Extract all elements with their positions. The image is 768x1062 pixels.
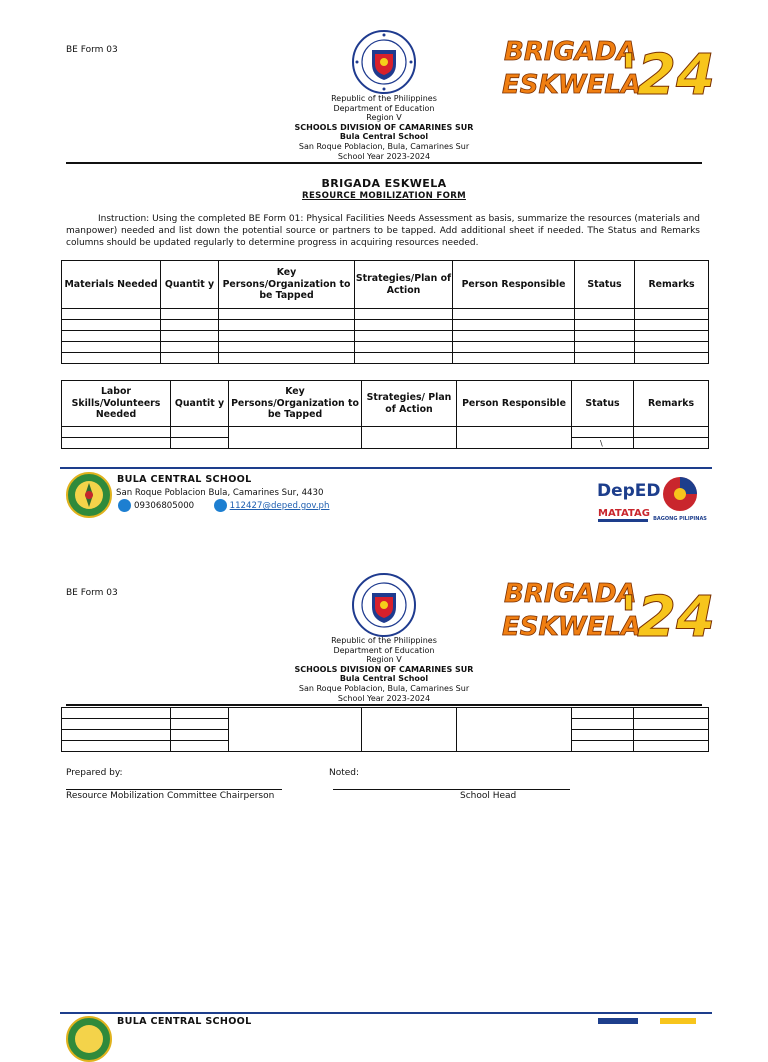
header-line2: Department of Education [333, 103, 435, 113]
stray-mark: \ [572, 438, 634, 449]
footer-contact [118, 499, 329, 512]
school-seal-icon [66, 472, 112, 518]
deped-seal-icon [352, 30, 416, 94]
footer-email[interactable]: 112427@deped.gov.ph [229, 501, 330, 511]
header-rule [66, 704, 702, 706]
header-address: San Roque Poblacion, Bula, Camarines Sur [298, 141, 470, 151]
header-line2: Department of Education [333, 645, 435, 655]
col-remarks: Remarks [635, 261, 709, 309]
col-strategies: Strategies/ Plan of Action [362, 381, 457, 427]
footer-school-name: BULA CENTRAL SCHOOL [117, 474, 252, 485]
header-line3: Region V [366, 655, 402, 665]
footer-rule [60, 1012, 712, 1014]
noter-signature-line [333, 789, 570, 790]
header-line1: Republic of the Philippines [331, 94, 437, 103]
bagong-logo-fragment [660, 1018, 696, 1024]
footer-school-name: BULA CENTRAL SCHOOL [117, 1016, 252, 1027]
col-person-responsible: Person Responsible [457, 381, 572, 427]
footer-address: San Roque Poblacion Bula, Camarines Sur, 4430 [116, 488, 324, 498]
labor-table [61, 380, 709, 449]
brigada-logo-word1: BRIGADA [504, 579, 637, 609]
matatag-logo-text: MATATAG [598, 508, 650, 519]
brigada-logo-word2: ESKWELA [502, 612, 642, 642]
header-school: Bula Central School [339, 674, 429, 684]
col-status: Status [572, 381, 634, 427]
header-rule [66, 162, 702, 164]
header-line1: Republic of the Philippines [331, 636, 437, 645]
col-key-persons: Key Persons/Organization to be Tapped [229, 381, 362, 427]
table-row[interactable] [62, 320, 709, 331]
col-remarks: Remarks [634, 381, 709, 427]
header-school-year: School Year 2023-2024 [337, 693, 431, 703]
deped-matatag-logo [596, 472, 661, 524]
brigada-eskwela-logo [500, 572, 716, 650]
header-address: San Roque Poblacion, Bula, Camarines Sur [298, 683, 470, 693]
header-school-year: School Year 2023-2024 [337, 151, 431, 161]
col-quantity: Quantit y [171, 381, 229, 427]
col-status: Status [575, 261, 635, 309]
table-row[interactable] [62, 708, 709, 719]
table-row[interactable] [62, 353, 709, 364]
table-row[interactable] [62, 309, 709, 320]
deped-logo-text: DepED [597, 481, 661, 501]
noter-role: School Head [460, 791, 517, 801]
bagong-logo-text: BAGONG PILIPINAS [653, 516, 707, 522]
brigada-eskwela-logo [500, 30, 716, 108]
materials-header-row [62, 261, 709, 309]
form-code-page2: BE Form 03 [66, 588, 118, 598]
header-line3: Region V [366, 113, 402, 123]
form-subtitle: RESOURCE MOBILIZATION FORM [302, 191, 466, 201]
phone-icon [118, 499, 131, 512]
header-division: SCHOOLS DIVISION OF CAMARINES SUR [294, 664, 474, 674]
brigada-logo-word2: ESKWELA [502, 70, 642, 100]
preparer-role: Resource Mobilization Committee Chairperson [66, 791, 275, 801]
brigada-logo-year: '24 [620, 585, 716, 650]
school-header [0, 94, 768, 161]
labor-table-continued [61, 707, 709, 752]
header-division: SCHOOLS DIVISION OF CAMARINES SUR [294, 122, 474, 132]
noted-label: Noted: [329, 768, 360, 778]
labor-header-row [62, 381, 709, 427]
materials-table [61, 260, 709, 364]
table-row[interactable] [62, 331, 709, 342]
preparer-signature-line [66, 789, 282, 790]
school-header-page2 [0, 636, 768, 703]
col-quantity: Quantit y [161, 261, 219, 309]
email-icon [214, 499, 227, 512]
deped-logo-fragment [598, 1018, 638, 1024]
school-seal-icon [66, 1016, 112, 1062]
footer-phone: 09306805000 [134, 501, 195, 511]
instruction-text: Instruction: Using the completed BE Form 01: Physical Facilities Needs Assessment as basis, summarize the resources (materials and manpower) needed and list down the potential source or partners to be tapped. Add additional sheet if needed. The Status and Remarks columns should be updated regularly to determine progress in acquiring resources needed. [66, 214, 700, 248]
brigada-logo-word1: BRIGADA [504, 37, 637, 67]
deped-seal-icon [352, 573, 416, 637]
footer-rule [60, 467, 712, 469]
brigada-logo-year: '24 [620, 43, 716, 108]
form-code: BE Form 03 [66, 45, 118, 55]
form-title: BRIGADA ESKWELA [321, 177, 447, 190]
prepared-by-label: Prepared by: [66, 768, 123, 778]
table-row[interactable] [62, 427, 709, 438]
table-row[interactable] [62, 342, 709, 353]
col-strategies: Strategies/Plan of Action [355, 261, 453, 309]
header-school: Bula Central School [339, 132, 429, 142]
col-labor-needed: Labor Skills/Volunteers Needed [62, 381, 171, 427]
col-person-responsible: Person Responsible [453, 261, 575, 309]
bagong-pilipinas-logo [655, 474, 705, 522]
col-materials-needed: Materials Needed [62, 261, 161, 309]
col-key-persons: Key Persons/Organization to be Tapped [219, 261, 355, 309]
